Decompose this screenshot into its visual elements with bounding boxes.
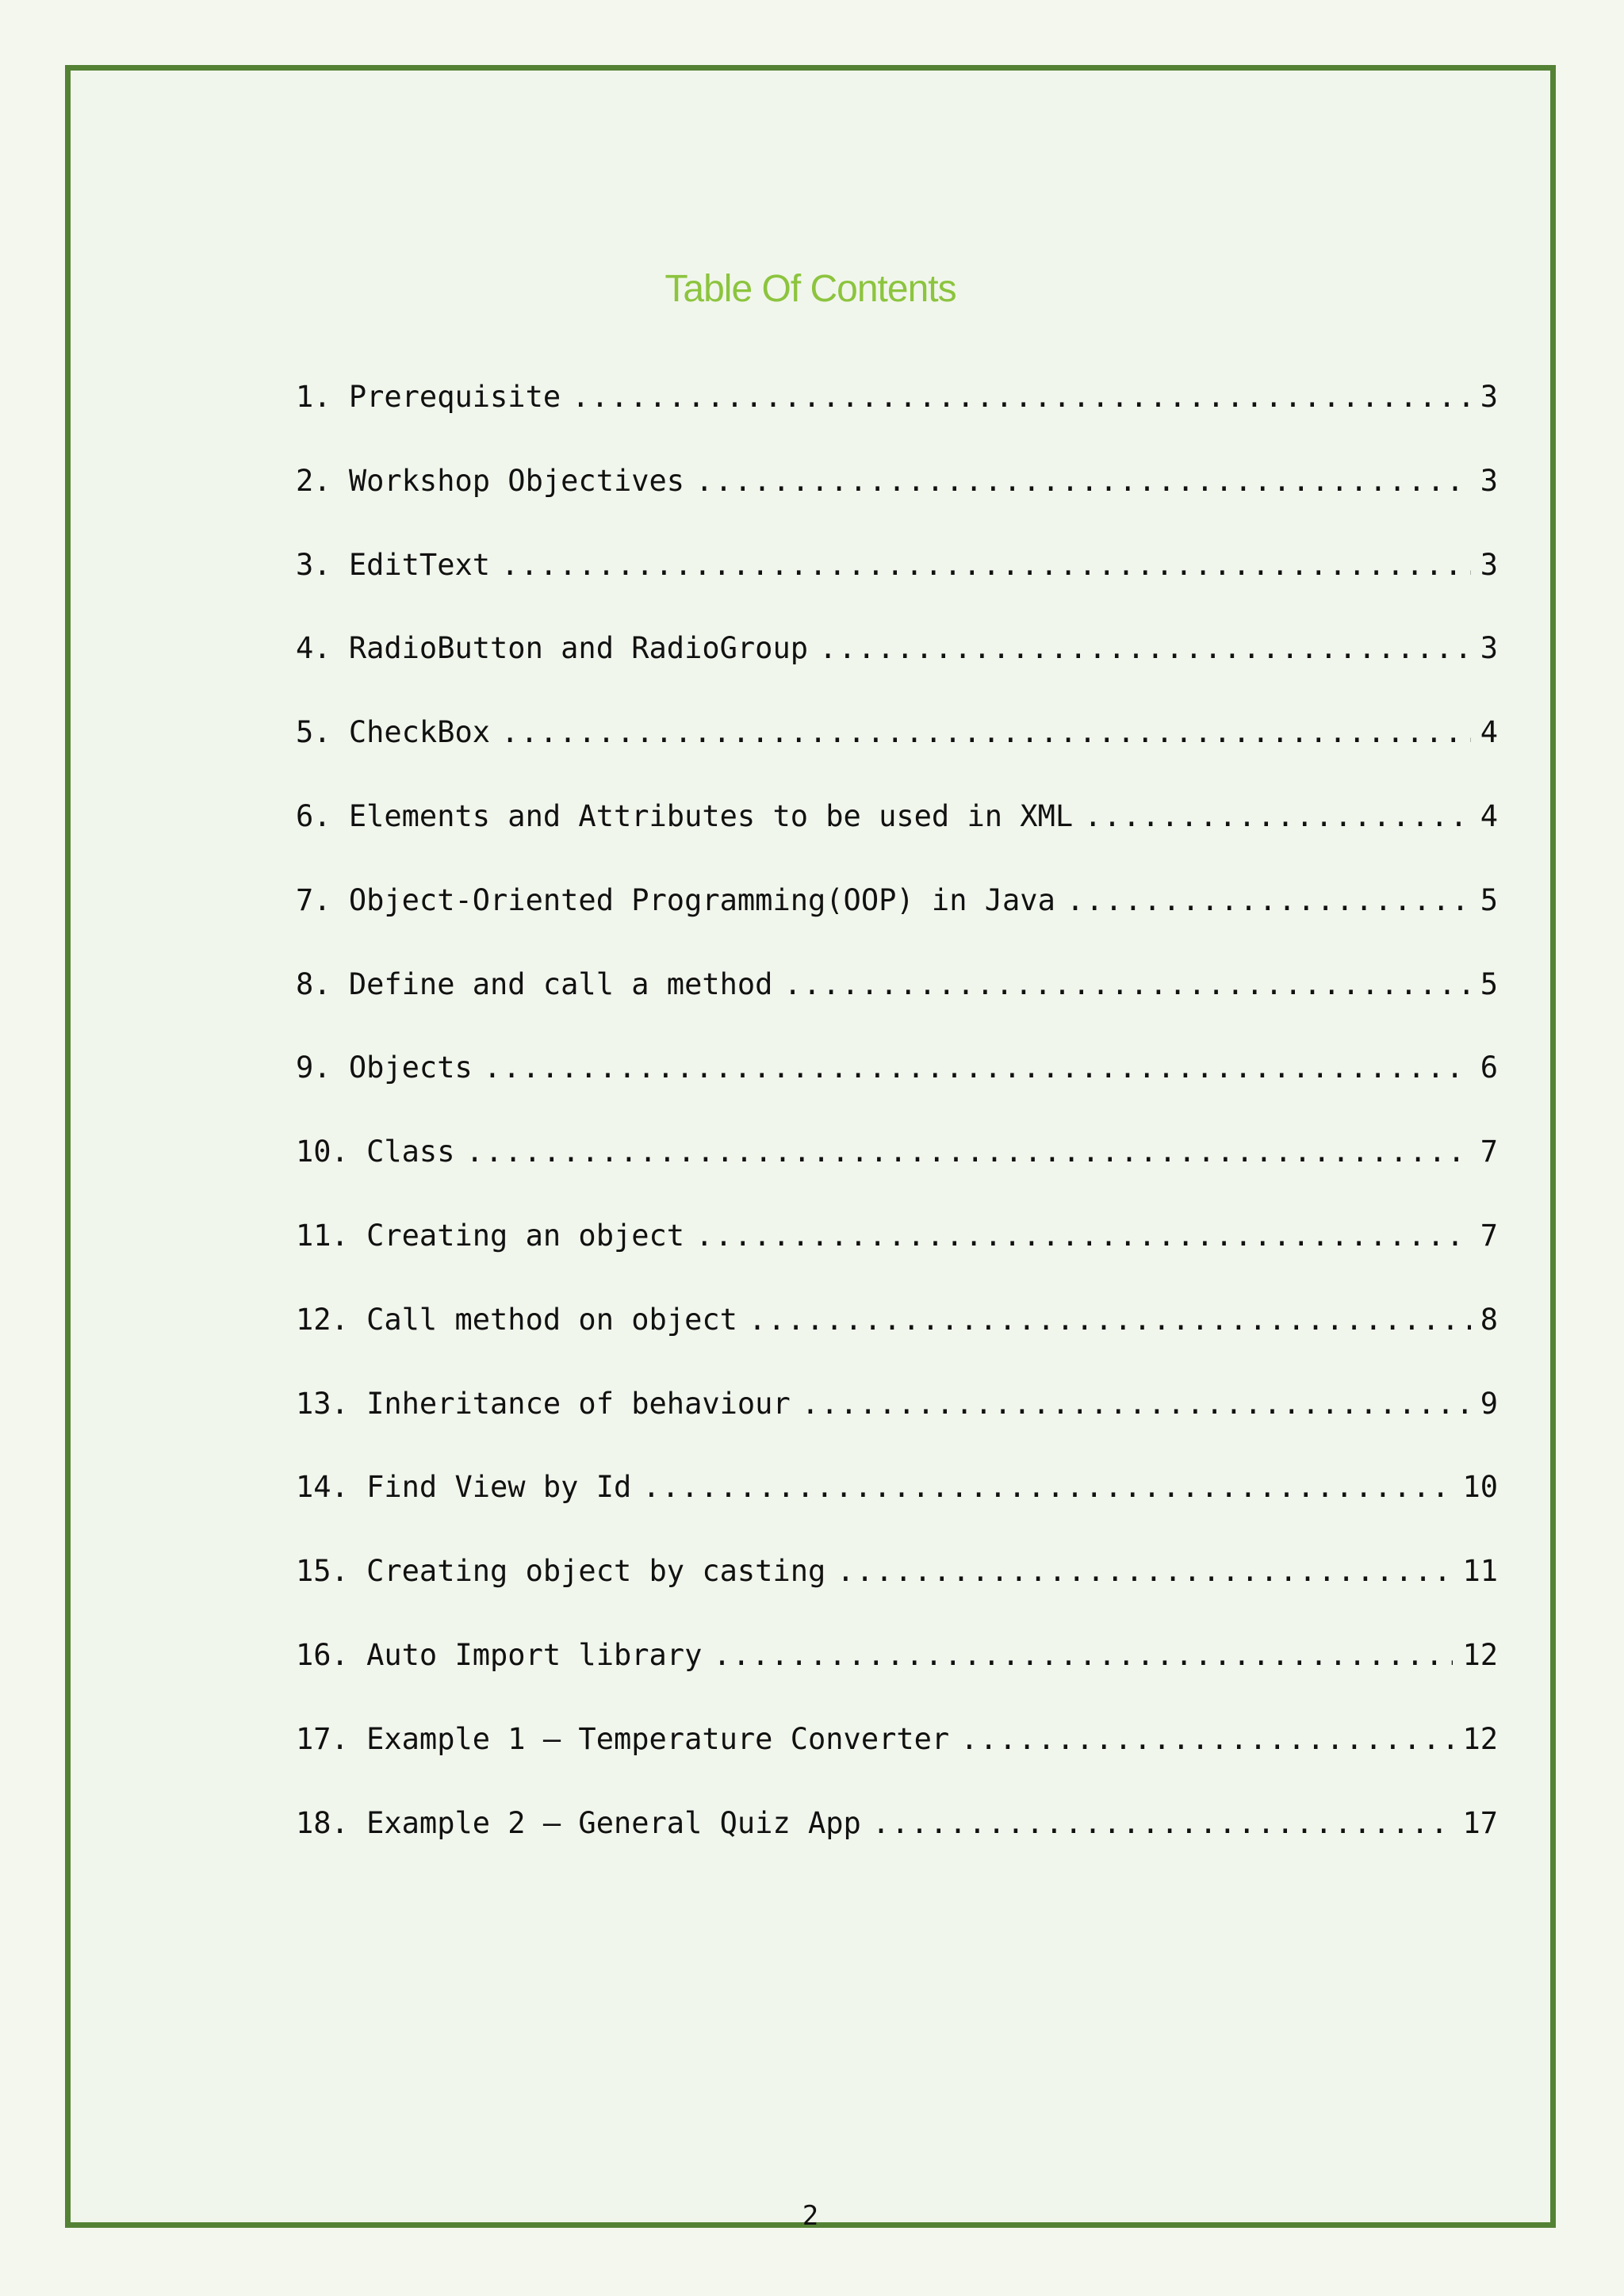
toc-entry-label: 7. Object-Oriented Programming(OOP) in Java — [296, 882, 1055, 917]
toc-dot-leader — [695, 1219, 1471, 1253]
toc-entry-page: 5 — [1480, 882, 1498, 917]
toc-entry-page: 6 — [1480, 1050, 1498, 1085]
page-frame — [65, 65, 1556, 2232]
toc-dot-leader — [501, 548, 1471, 582]
toc-entry[interactable] — [296, 967, 1498, 1051]
toc-entry-page: 3 — [1480, 380, 1498, 414]
toc-entry-page: 3 — [1480, 463, 1498, 498]
toc-entry-label: 5. CheckBox — [296, 715, 491, 750]
toc-entry-label: 11. Creating an object — [296, 1218, 685, 1253]
page-number: 2 — [802, 2200, 819, 2232]
toc-dot-leader — [802, 1387, 1471, 1421]
toc-dot-leader — [819, 631, 1471, 665]
toc-entry[interactable] — [296, 715, 1498, 799]
toc-entry-label: 1. Prerequisite — [296, 380, 561, 414]
toc-entry-page: 12 — [1462, 1637, 1498, 1672]
toc-entry[interactable] — [296, 1219, 1498, 1303]
toc-entry[interactable] — [296, 1050, 1498, 1135]
toc-entry-page: 3 — [1480, 547, 1498, 582]
toc-dot-leader — [749, 1303, 1471, 1337]
toc-entry[interactable] — [296, 464, 1498, 548]
toc-entry-page: 4 — [1480, 798, 1498, 833]
toc-entry-page: 7 — [1480, 1135, 1498, 1169]
toc-title: Table Of Contents — [665, 268, 956, 310]
toc-entry[interactable] — [296, 631, 1498, 715]
toc-entry-page: 8 — [1480, 1302, 1498, 1337]
toc-dot-leader — [872, 1806, 1454, 1840]
toc-dot-leader — [484, 1050, 1471, 1085]
toc-dot-leader — [960, 1722, 1453, 1756]
toc-entry[interactable] — [296, 1303, 1498, 1387]
toc-entry-page: 11 — [1462, 1554, 1498, 1589]
toc-entry-label: 10. Class — [296, 1135, 455, 1169]
toc-entry-label: 2. Workshop Objectives — [296, 463, 685, 498]
toc-entry-label: 14. Find View by Id — [296, 1470, 632, 1505]
toc-entry[interactable] — [296, 380, 1498, 464]
toc-entry-page: 4 — [1480, 715, 1498, 750]
toc-entry-page: 17 — [1462, 1805, 1498, 1840]
toc-entry-page: 3 — [1480, 631, 1498, 666]
toc-dot-leader — [501, 715, 1471, 749]
toc-entry[interactable] — [296, 799, 1498, 883]
toc-entry-label: 17. Example 1 – Temperature Converter — [296, 1721, 950, 1756]
toc-entry-label: 9. Objects — [296, 1050, 473, 1085]
toc-entry-label: 8. Define and call a method — [296, 966, 773, 1001]
toc-entry-page: 9 — [1480, 1386, 1498, 1421]
toc-dot-leader — [465, 1135, 1470, 1169]
toc-entry-label: 15. Creating object by casting — [296, 1554, 826, 1589]
toc-dot-leader — [695, 464, 1471, 498]
toc-dot-leader — [837, 1554, 1453, 1588]
toc-entry[interactable] — [296, 1638, 1498, 1722]
toc-entry-label: 12. Call method on object — [296, 1302, 737, 1337]
toc-dot-leader — [572, 380, 1471, 414]
toc-entry-label: 18. Example 2 – General Quiz App — [296, 1805, 861, 1840]
toc-entry-page: 12 — [1462, 1721, 1498, 1756]
toc-entry-label: 3. EditText — [296, 547, 491, 582]
toc-entry-label: 6. Elements and Attributes to be used in XML — [296, 798, 1074, 833]
toc-entry[interactable] — [296, 1135, 1498, 1219]
toc-entry[interactable] — [296, 1470, 1498, 1554]
toc-entry-label: 16. Auto Import library — [296, 1637, 703, 1672]
toc-entry[interactable] — [296, 1722, 1498, 1806]
toc-entry[interactable] — [296, 1554, 1498, 1638]
toc-dot-leader — [783, 967, 1470, 1001]
toc-entry-label: 13. Inheritance of behaviour — [296, 1386, 791, 1421]
toc-entry[interactable] — [296, 883, 1498, 967]
toc-dot-leader — [1067, 883, 1471, 917]
toc-entry[interactable] — [296, 548, 1498, 632]
toc-entry-page: 10 — [1462, 1470, 1498, 1505]
toc-entry-label: 4. RadioButton and RadioGroup — [296, 631, 809, 666]
toc-entry[interactable] — [296, 1387, 1498, 1471]
toc-dot-leader — [713, 1638, 1453, 1672]
toc-dot-leader — [1084, 799, 1471, 833]
toc-entry-page: 5 — [1480, 966, 1498, 1001]
toc-dot-leader — [642, 1470, 1453, 1504]
toc-entry[interactable] — [296, 1806, 1498, 1890]
toc-list — [296, 380, 1498, 1889]
toc-entry-page: 7 — [1480, 1218, 1498, 1253]
